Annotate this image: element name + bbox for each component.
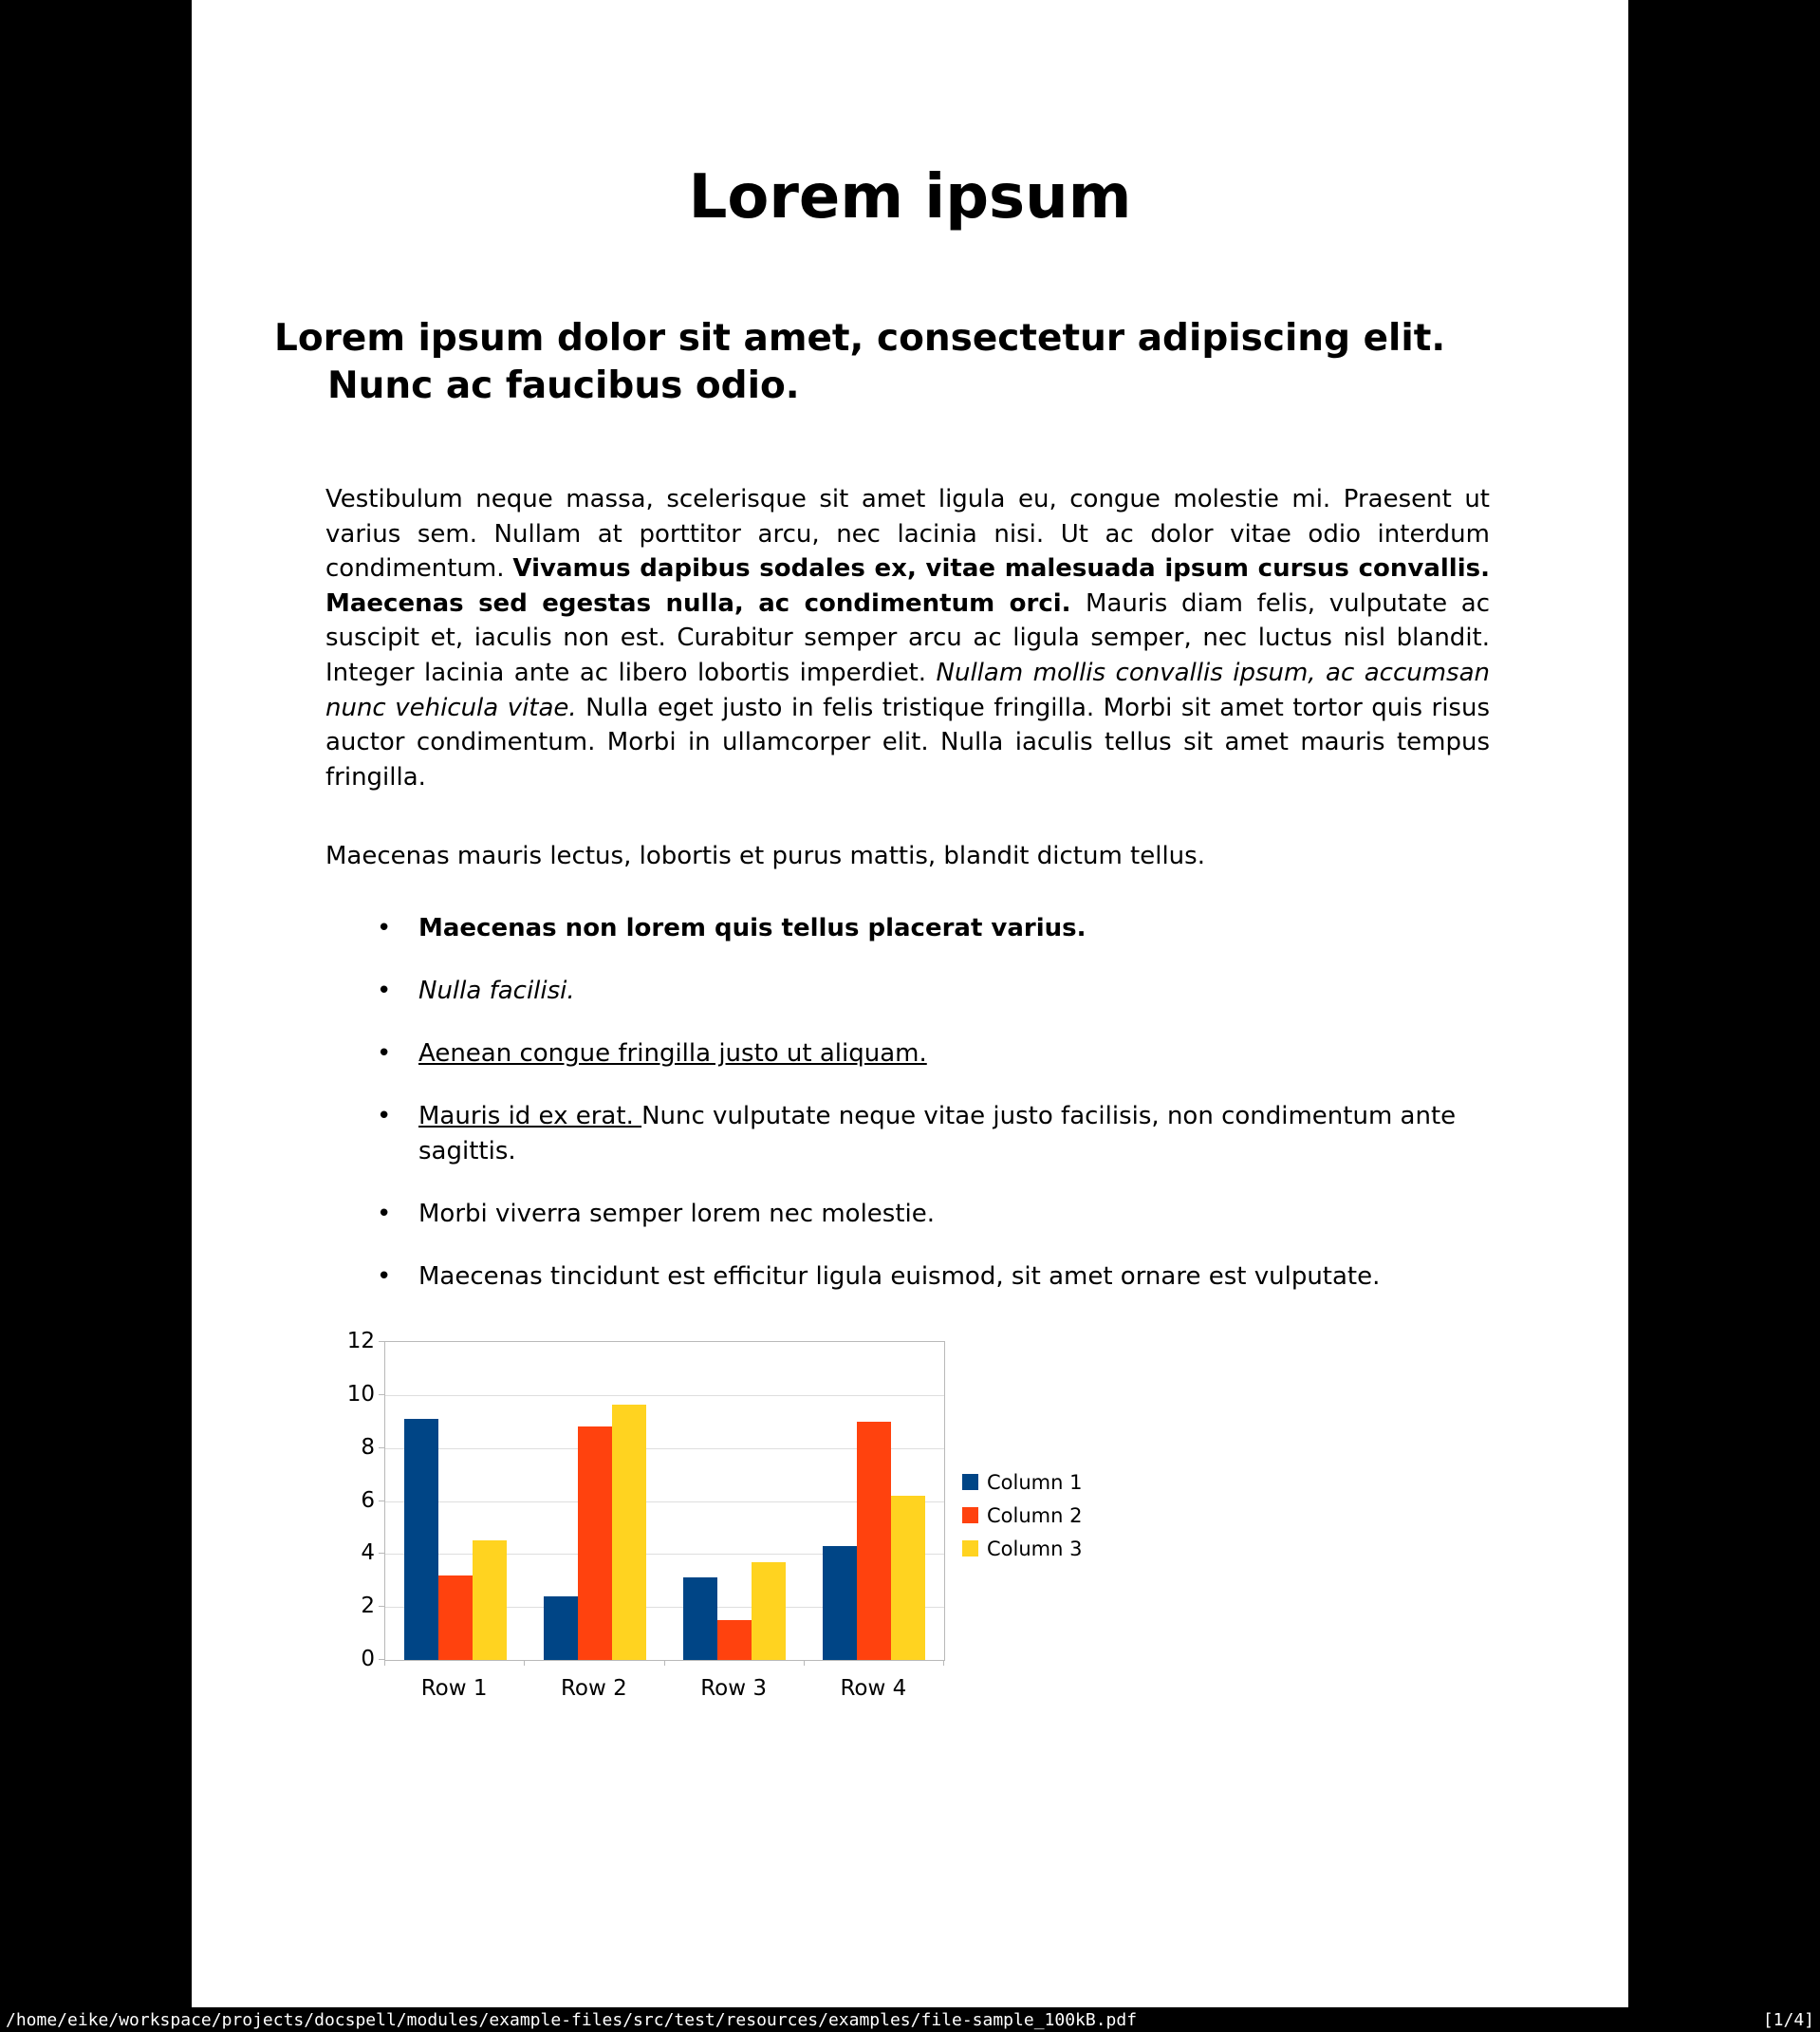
list-item [325,1197,1507,1232]
chart-bar [752,1562,786,1660]
y-axis-label: 4 [361,1540,375,1566]
paragraph-run: Mauris diam felis, vulputate ac suscipit et, iaculis non est. Curabitur semper arcu ac ligula semper, nec luctus nisl blandit. Integer lacinia ante ac libero lobortis imperdiet. [325,588,1490,687]
paragraph-run-bold: Vivamus dapibus sodales ex, vitae malesuada ipsum cursus convallis. Maecenas sed egestas nulla, ac condimentum orci. [325,554,1490,618]
list-item [325,911,1507,946]
gridline [385,1395,944,1396]
bullet-icon: • [377,1102,392,1130]
list-item-text: Maecenas tincidunt est efficitur ligula euismod, sit amet ornare est vulputate. [418,1262,1381,1291]
legend-swatch [962,1474,978,1490]
paragraph-run: Nulla eget justo in felis tristique fringilla. Morbi sit amet tortor quis risus auctor condimentum. Morbi in ullamcorper elit. Nulla iaculis tellus sit amet mauris tempus fringilla. [325,693,1490,792]
list-item-text: Nulla facilisi. [418,977,575,1005]
bullet-icon: • [377,977,392,1005]
y-tick-mark [379,1341,384,1342]
chart-bar [404,1419,438,1660]
chart-bar [473,1540,507,1660]
y-axis-label: 0 [361,1647,375,1671]
chart-bar [717,1620,752,1660]
list-item-text-underlined: Mauris id ex erat. [418,1102,642,1130]
paragraph-run: Vestibulum neque massa, scelerisque sit amet ligula eu, congue molestie mi. Praesent ut varius sem. Nullam at porttitor arcu, nec lacinia nisi. Ut ac dolor vitae odio interdum condimentum. [325,485,1490,584]
x-axis-label: Row 4 [840,1676,907,1701]
y-tick-mark [379,1553,384,1554]
chart-bar [612,1405,646,1660]
paragraph-run-italic: Nullam mollis convallis ipsum, ac accumsan nunc vehicula vitae. [325,658,1490,722]
legend-label: Column 2 [987,1504,1083,1527]
bullet-icon: • [377,1200,392,1228]
bullet-icon: • [377,1039,392,1068]
intro-list-paragraph: Maecenas mauris lectus, lobortis et purus mattis, blandit dictum tellus. [325,842,1205,870]
chart-bar [683,1577,717,1660]
chart-plot-area [384,1341,945,1661]
y-axis-label: 2 [361,1594,375,1619]
bullet-icon: • [377,1262,392,1291]
y-tick-mark [379,1606,384,1607]
bullet-list [325,911,1507,1322]
legend-label: Column 3 [987,1538,1083,1560]
chart-bar [544,1596,578,1660]
chart-bar [857,1422,891,1660]
chart-bar [891,1496,925,1660]
list-item [325,1036,1507,1072]
list-item-text: Nunc vulputate neque vitae justo facilisis, non condimentum ante sagittis. [418,1102,1457,1165]
list-item [325,974,1507,1009]
bar-chart [192,1324,1628,1732]
y-tick-mark [379,1394,384,1395]
chart-bar [578,1426,612,1660]
list-item [325,1099,1507,1169]
body-paragraph [325,482,1490,794]
list-item [325,1259,1507,1295]
document-heading: Lorem ipsum dolor sit amet, consectetur adipiscing elit. Nunc ac faucibus odio. [274,317,1446,407]
chart-bar [823,1546,857,1660]
chart-bar [438,1575,473,1660]
x-tick-mark [384,1660,385,1666]
legend-swatch [962,1540,978,1557]
document-title: Lorem ipsum [688,162,1132,233]
y-axis-label: 10 [346,1381,375,1407]
x-tick-mark [664,1660,665,1666]
y-axis-label: 8 [361,1434,375,1460]
y-axis-label: 6 [361,1487,375,1513]
y-axis-label: 12 [346,1329,375,1353]
x-tick-mark [804,1660,805,1666]
list-item-text: Aenean congue fringilla justo ut aliquam. [418,1039,927,1068]
list-item-text: Maecenas non lorem quis tellus placerat varius. [418,914,1086,942]
document-page [192,0,1628,2008]
legend-label: Column 1 [987,1471,1083,1494]
list-item-text: Morbi viverra semper lorem nec molestie. [418,1200,936,1228]
status-page-indicator: [1/4] [1762,2009,1814,2030]
x-axis-label: Row 2 [560,1676,627,1701]
status-file-path: /home/eike/workspace/projects/docspell/modules/example-files/src/test/resources/examples/file-sample_100kB.pdf [6,2009,1138,2030]
bullet-icon: • [377,914,392,942]
x-tick-mark [524,1660,525,1666]
x-axis-label: Row 3 [700,1676,768,1701]
status-bar [0,2007,1820,2032]
legend-swatch [962,1507,978,1523]
x-axis-label: Row 1 [420,1676,488,1701]
x-tick-mark [943,1660,944,1666]
y-tick-mark [379,1447,384,1448]
